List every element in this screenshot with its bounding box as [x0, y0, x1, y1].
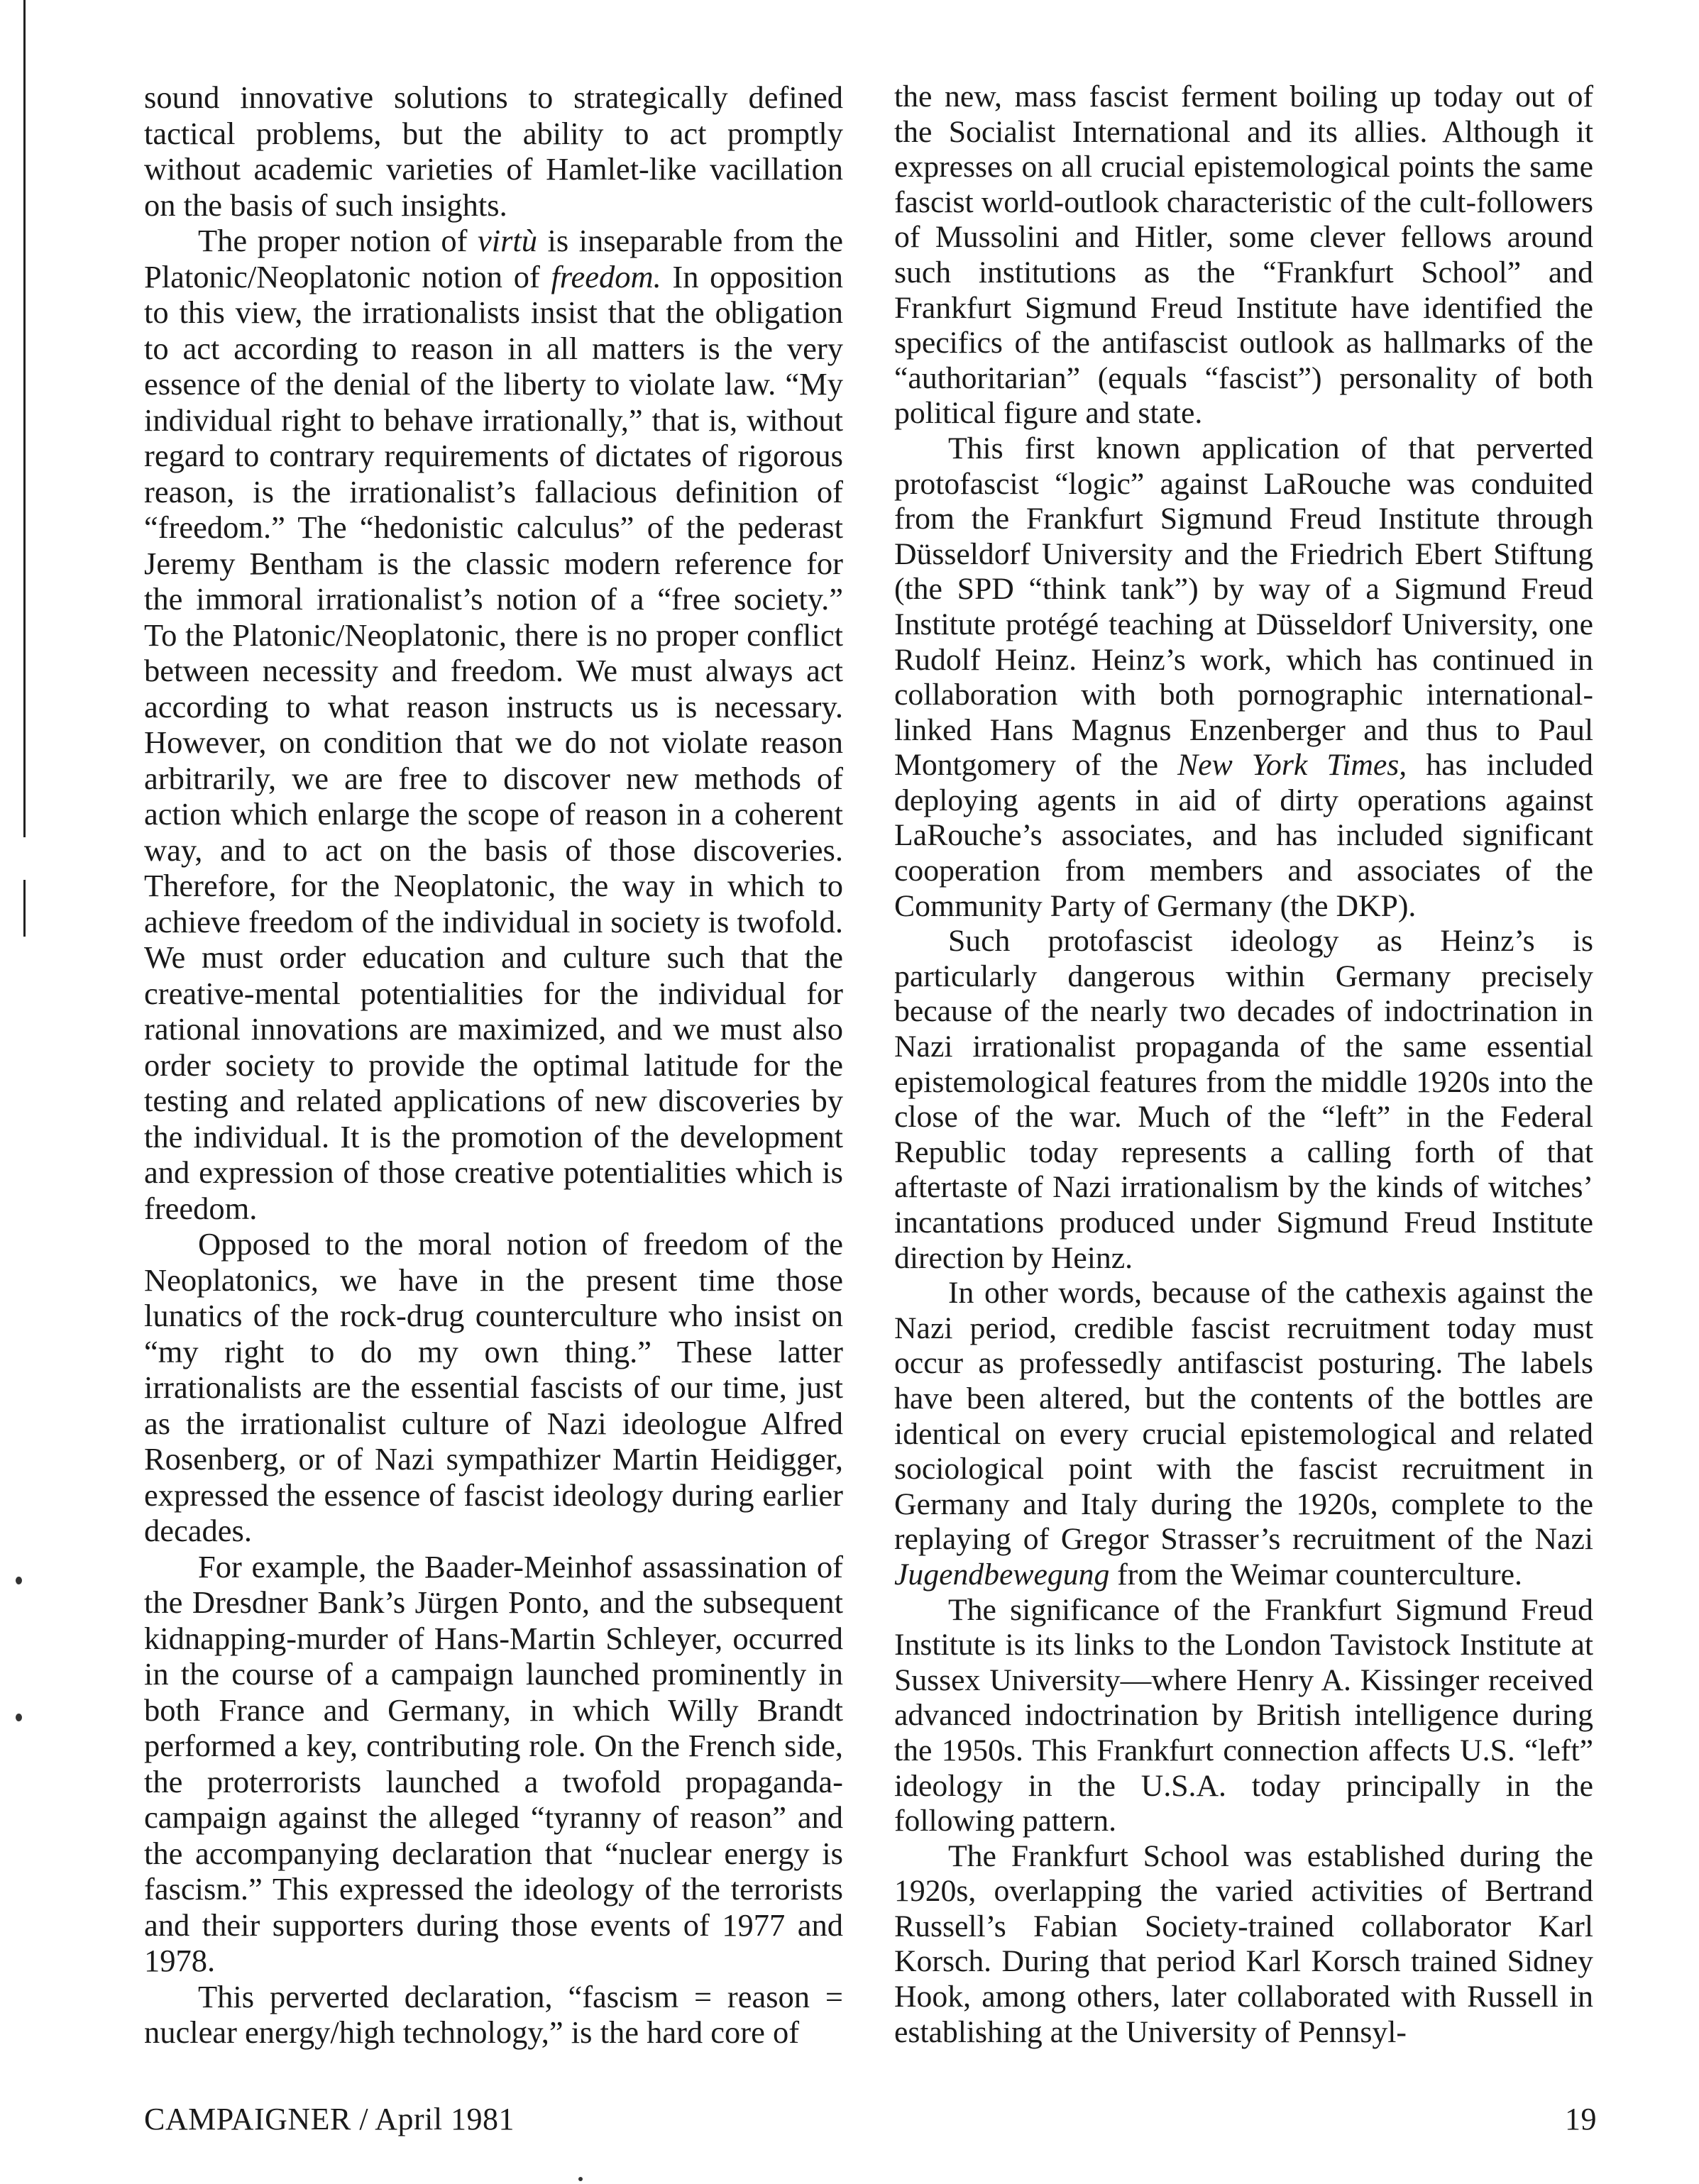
scan-speck: [16, 1714, 22, 1721]
paragraph-text: from the Weimar counterculture.: [1109, 1557, 1522, 1592]
paragraph: [144, 1979, 843, 2051]
italic-text: freedom.: [551, 258, 661, 294]
paragraph: [894, 1593, 1593, 1839]
scan-speck: [16, 1577, 22, 1584]
paragraph-text: Such protofascist ideology as Heinz’s is particularly dangerous within Germany precisely because of the nearly two decades of indoctrination in Nazi irrationalist propaganda of the same essential epistemological features from the middle 1920s into the close of the war. Much of the “left” in the Federal Republic today represents a calling forth of that aftertaste of Nazi irrationalism by the kinds of witches’ incantations produced under Sigmund Freud Institute direction by Heinz.: [894, 924, 1593, 1275]
paragraph-text: In other words, because of the cathexis against the Nazi period, credible fascist recruitment today must occur as professedly antifascist posturing. The labels have been altered, but the contents of the bottles are identical on every crucial epistemological and related sociological point with the fascist recruitment in Germany and Italy during the 1920s, complete to the replaying of Gregor Strasser’s recruitment of the Nazi: [894, 1276, 1593, 1557]
paragraph-text: This first known application of that perverted protofascist “logic” against LaRouche was conduited from the Frankfurt Sigmund Freud Institute through Düsseldorf University and the Friedrich Ebert Stiftung (the SPD “think tank”) by way of a Sigmund Freud Institute protégé teaching at Düsseldorf University, one Rudolf Heinz. Heinz’s work, which has continued in collaboration with both pornographic international-linked Hans Magnus Enzenberger and thus to Paul Montgomery of the: [894, 431, 1593, 783]
italic-text: virtù: [477, 223, 537, 258]
right-text-column: [894, 79, 1593, 2050]
paragraph-text: the new, mass fascist ferment boiling up today out of the Socialist International and its allies. Although it expresses on all crucial epistemological points the same fascist world-outlook characteristic of the cult-followers of Mussolini and Hitler, some clever fellows around such institutions as the “Frankfurt School” and Frankfurt Sigmund Freud Institute have identified the specifics of the antifascist outlook as hallmarks of the “authoritarian” (equals “fascist”) personality of both political figure and state.: [894, 79, 1593, 431]
paragraph: [894, 924, 1593, 1276]
paragraph: [894, 1839, 1593, 2051]
scan-speck: [578, 2177, 583, 2181]
paragraph-text: sound innovative solutions to strategically defined tactical problems, but the ability to act promptly without academic varieties of Hamlet-like vacillation on the basis of such insights.: [144, 79, 843, 223]
left-text-column: [144, 79, 843, 2051]
paragraph: [144, 223, 843, 1226]
italic-text: New York Times,: [1177, 748, 1407, 783]
paragraph-text: is inseparable from the Platonic/Neoplatonic notion of: [144, 223, 843, 294]
paragraph-text: The Frankfurt School was established during the 1920s, overlapping the varied activities of Bertrand Russell’s Fabian Society-trained collaborator Karl Korsch. During that period Karl Korsch trained Sidney Hook, among others, later collaborated with Russell in establishing at the University of Pennsyl-: [894, 1838, 1593, 2049]
paragraph: [894, 1276, 1593, 1592]
scan-margin-line: [23, 880, 26, 937]
paragraph-text: The proper notion of: [198, 223, 478, 258]
paragraph-text: The significance of the Frankfurt Sigmund Freud Institute is its links to the London Tavistock Institute at Sussex University—where Henry A. Kissinger received advanced indoctrination by British intelligence during the 1950s. This Frankfurt connection affects U.S. “left” ideology in the U.S.A. today principally in the following pattern.: [894, 1592, 1593, 1838]
paragraph-text: In opposition to this view, the irrationalists insist that the obligation to act according to reason in all matters is the very essence of the denial of the liberty to violate law. “My individual right to behave irrationally,” that is, without regard to contrary requirements of dictates of rigorous reason, is the irrationalist’s fallacious definition of “freedom.” The “hedonistic calculus” of the pederast Jeremy Bentham is the classic modern reference for the immoral irrationalist’s notion of a “free society.” To the Platonic/Neoplatonic, there is no proper conflict between necessity and freedom. We must always act according to what reason instructs us is necessary. However, on condition that we do not violate reason arbitrarily, we are free to discover new methods of action which enlarge the scope of reason in a coherent way, and to act on the basis of those discoveries. Therefore, for the Neoplatonic, the way in which to achieve freedom of the individual in society is twofold. We must order education and culture such that the creative-mental potentialities for the individual for rational innovations are maximized, and we must also order society to provide the optimal latitude for the testing and related applications of new discoveries by the individual. It is the promotion of the development and expression of those creative potentialities which is freedom.: [144, 258, 844, 1226]
paragraph: [144, 79, 843, 223]
paragraph-text: has included deploying agents in aid of dirty operations against LaRouche’s associates, and has included significant cooperation from members and associates of the Community Party of Germany (the DKP).: [894, 748, 1594, 923]
paragraph-text: This perverted declaration, “fascism = reason = nuclear energy/high technology,” is the hard core of: [144, 1978, 843, 2050]
page-number: 19: [1565, 2102, 1597, 2136]
paragraph: [144, 1226, 843, 1549]
italic-text: Jugendbewegung: [894, 1557, 1110, 1592]
scan-margin-line: [23, 0, 26, 837]
paragraph-text: For example, the Baader-Meinhof assassination of the Dresdner Bank’s Jürgen Ponto, and the subsequent kidnapping-murder of Hans-Martin Schleyer, occurred in the course of a campaign launched prominently in both France and Germany, in which Willy Brandt performed a key, contributing role. On the French side, the proterrorists launched a twofold propaganda-campaign against the alleged “tyranny of reason” and the accompanying declaration that “nuclear energy is fascism.” This expressed the ideology of the terrorists and their supporters during those events of 1977 and 1978.: [144, 1548, 843, 1978]
paragraph: [894, 79, 1593, 431]
paragraph-text: Opposed to the moral notion of freedom of the Neoplatonics, we have in the present time those lunatics of the rock-drug counterculture who insist on “my right to do my own thing.” These latter irrationalists are the essential fascists of our time, just as the irrationalist culture of Nazi ideologue Alfred Rosenberg, or of Nazi sympathizer Martin Heidigger, expressed the essence of fascist ideology during earlier decades.: [144, 1226, 843, 1548]
publication-footer: CAMPAIGNER / April 1981: [144, 2102, 515, 2136]
paragraph: [894, 431, 1593, 924]
paragraph: [144, 1549, 843, 1979]
